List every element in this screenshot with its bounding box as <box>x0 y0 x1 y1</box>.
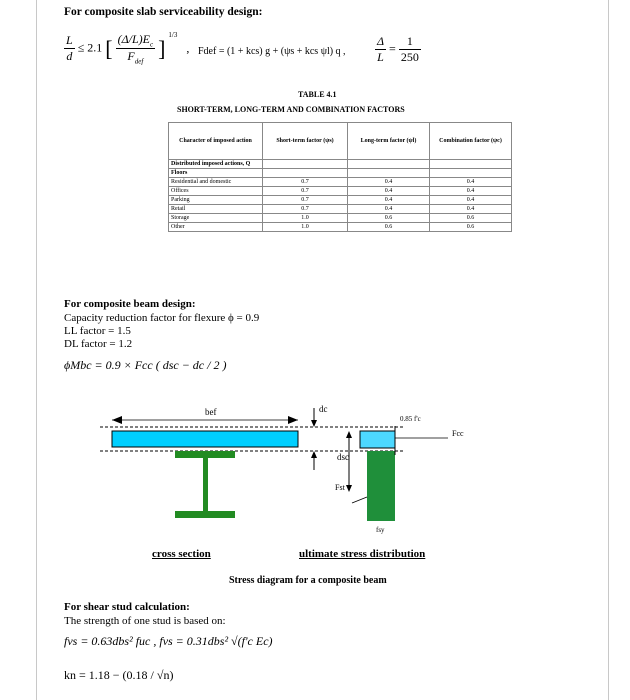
table-section-label: Distributed imposed actions, Q <box>169 160 263 169</box>
fst-leader <box>352 497 367 503</box>
dsc-arrowhead-up-icon <box>346 431 352 438</box>
moment-formula: ϕMbc = 0.9 × Fcc ( dsc − dc / 2 ) <box>64 358 227 372</box>
table-row: Other 1.0 0.6 0.6 <box>169 223 512 232</box>
steel-web <box>203 458 208 511</box>
dc-arrowhead-icon <box>311 420 317 427</box>
steel-top-flange <box>175 451 235 458</box>
fc-label: 0.85 f'c <box>400 415 421 423</box>
slab-inequality: $\frac{L}{d}$ ≤ 2.1 [ $\frac{(\Delta/L)E_c}{F_{def}}$ ] $^{1/3}$ , <box>66 30 190 66</box>
table-row: Offices 0.7 0.4 0.4 <box>169 187 512 196</box>
shear-heading: For shear stud calculation: <box>64 601 190 613</box>
table-header: Character of imposed action <box>169 123 263 160</box>
dc-lower-arrowhead-icon <box>311 451 317 458</box>
table-floors-label: Floors <box>169 169 263 178</box>
fcc-label: Fcc <box>452 429 464 438</box>
deflection-ratio: $\frac{\Delta}{L}$ = $\frac{1}{250}$ <box>377 34 419 64</box>
table-header: Combination factor (ψc) <box>430 123 512 160</box>
cross-section-caption: cross section <box>152 548 211 560</box>
table-header: Short-term factor (ψs) <box>263 123 348 160</box>
shear-line-1: The strength of one stud is based on: <box>64 615 226 627</box>
steel-bottom-flange <box>175 511 235 518</box>
steel-stress-block <box>367 451 395 521</box>
stud-strength-formula: fvs = 0.63dbs² fuc , fvs = 0.31dbs² √(f'c Ec) <box>64 634 273 648</box>
table-number: TABLE 4.1 <box>298 90 337 99</box>
arrowhead-left-icon <box>112 416 122 424</box>
fst-label: Fst <box>335 483 345 492</box>
bef-label: bef <box>205 407 217 417</box>
kn-formula: kn = 1.18 − (0.18 / √n) <box>64 668 174 682</box>
stress-diagram-title: Stress diagram for a composite beam <box>229 575 387 586</box>
table-header: Long-term factor (ψl) <box>348 123 430 160</box>
fsy-label: fsy <box>376 526 385 534</box>
beam-line-2: LL factor = 1.5 <box>64 325 131 337</box>
ultimate-stress-caption: ultimate stress distribution <box>299 548 426 560</box>
table-row: Parking 0.7 0.4 0.4 <box>169 196 512 205</box>
concrete-stress-block <box>360 431 395 448</box>
dsc-label: dsc <box>337 452 349 462</box>
table-row: Storage 1.0 0.6 0.6 <box>169 214 512 223</box>
table-row: Retail 0.7 0.4 0.4 <box>169 205 512 214</box>
table-title: SHORT-TERM, LONG-TERM AND COMBINATION FACTORS <box>177 105 405 114</box>
concrete-slab <box>112 431 298 447</box>
slab-heading: For composite slab serviceability design: <box>64 6 263 18</box>
beam-line-1: Capacity reduction factor for flexure ϕ = 0.9 <box>64 312 260 324</box>
beam-heading: For composite beam design: <box>64 298 196 310</box>
beam-line-3: DL factor = 1.2 <box>64 338 133 350</box>
dc-label: dc <box>319 404 328 414</box>
arrowhead-right-icon <box>288 416 298 424</box>
dsc-arrowhead-down-icon <box>346 485 352 492</box>
table-row: Residential and domestic 0.7 0.4 0.4 <box>169 178 512 187</box>
fdef-formula: Fdef = (1 + kcs) g + (ψs + kcs ψl) q , <box>198 46 346 57</box>
